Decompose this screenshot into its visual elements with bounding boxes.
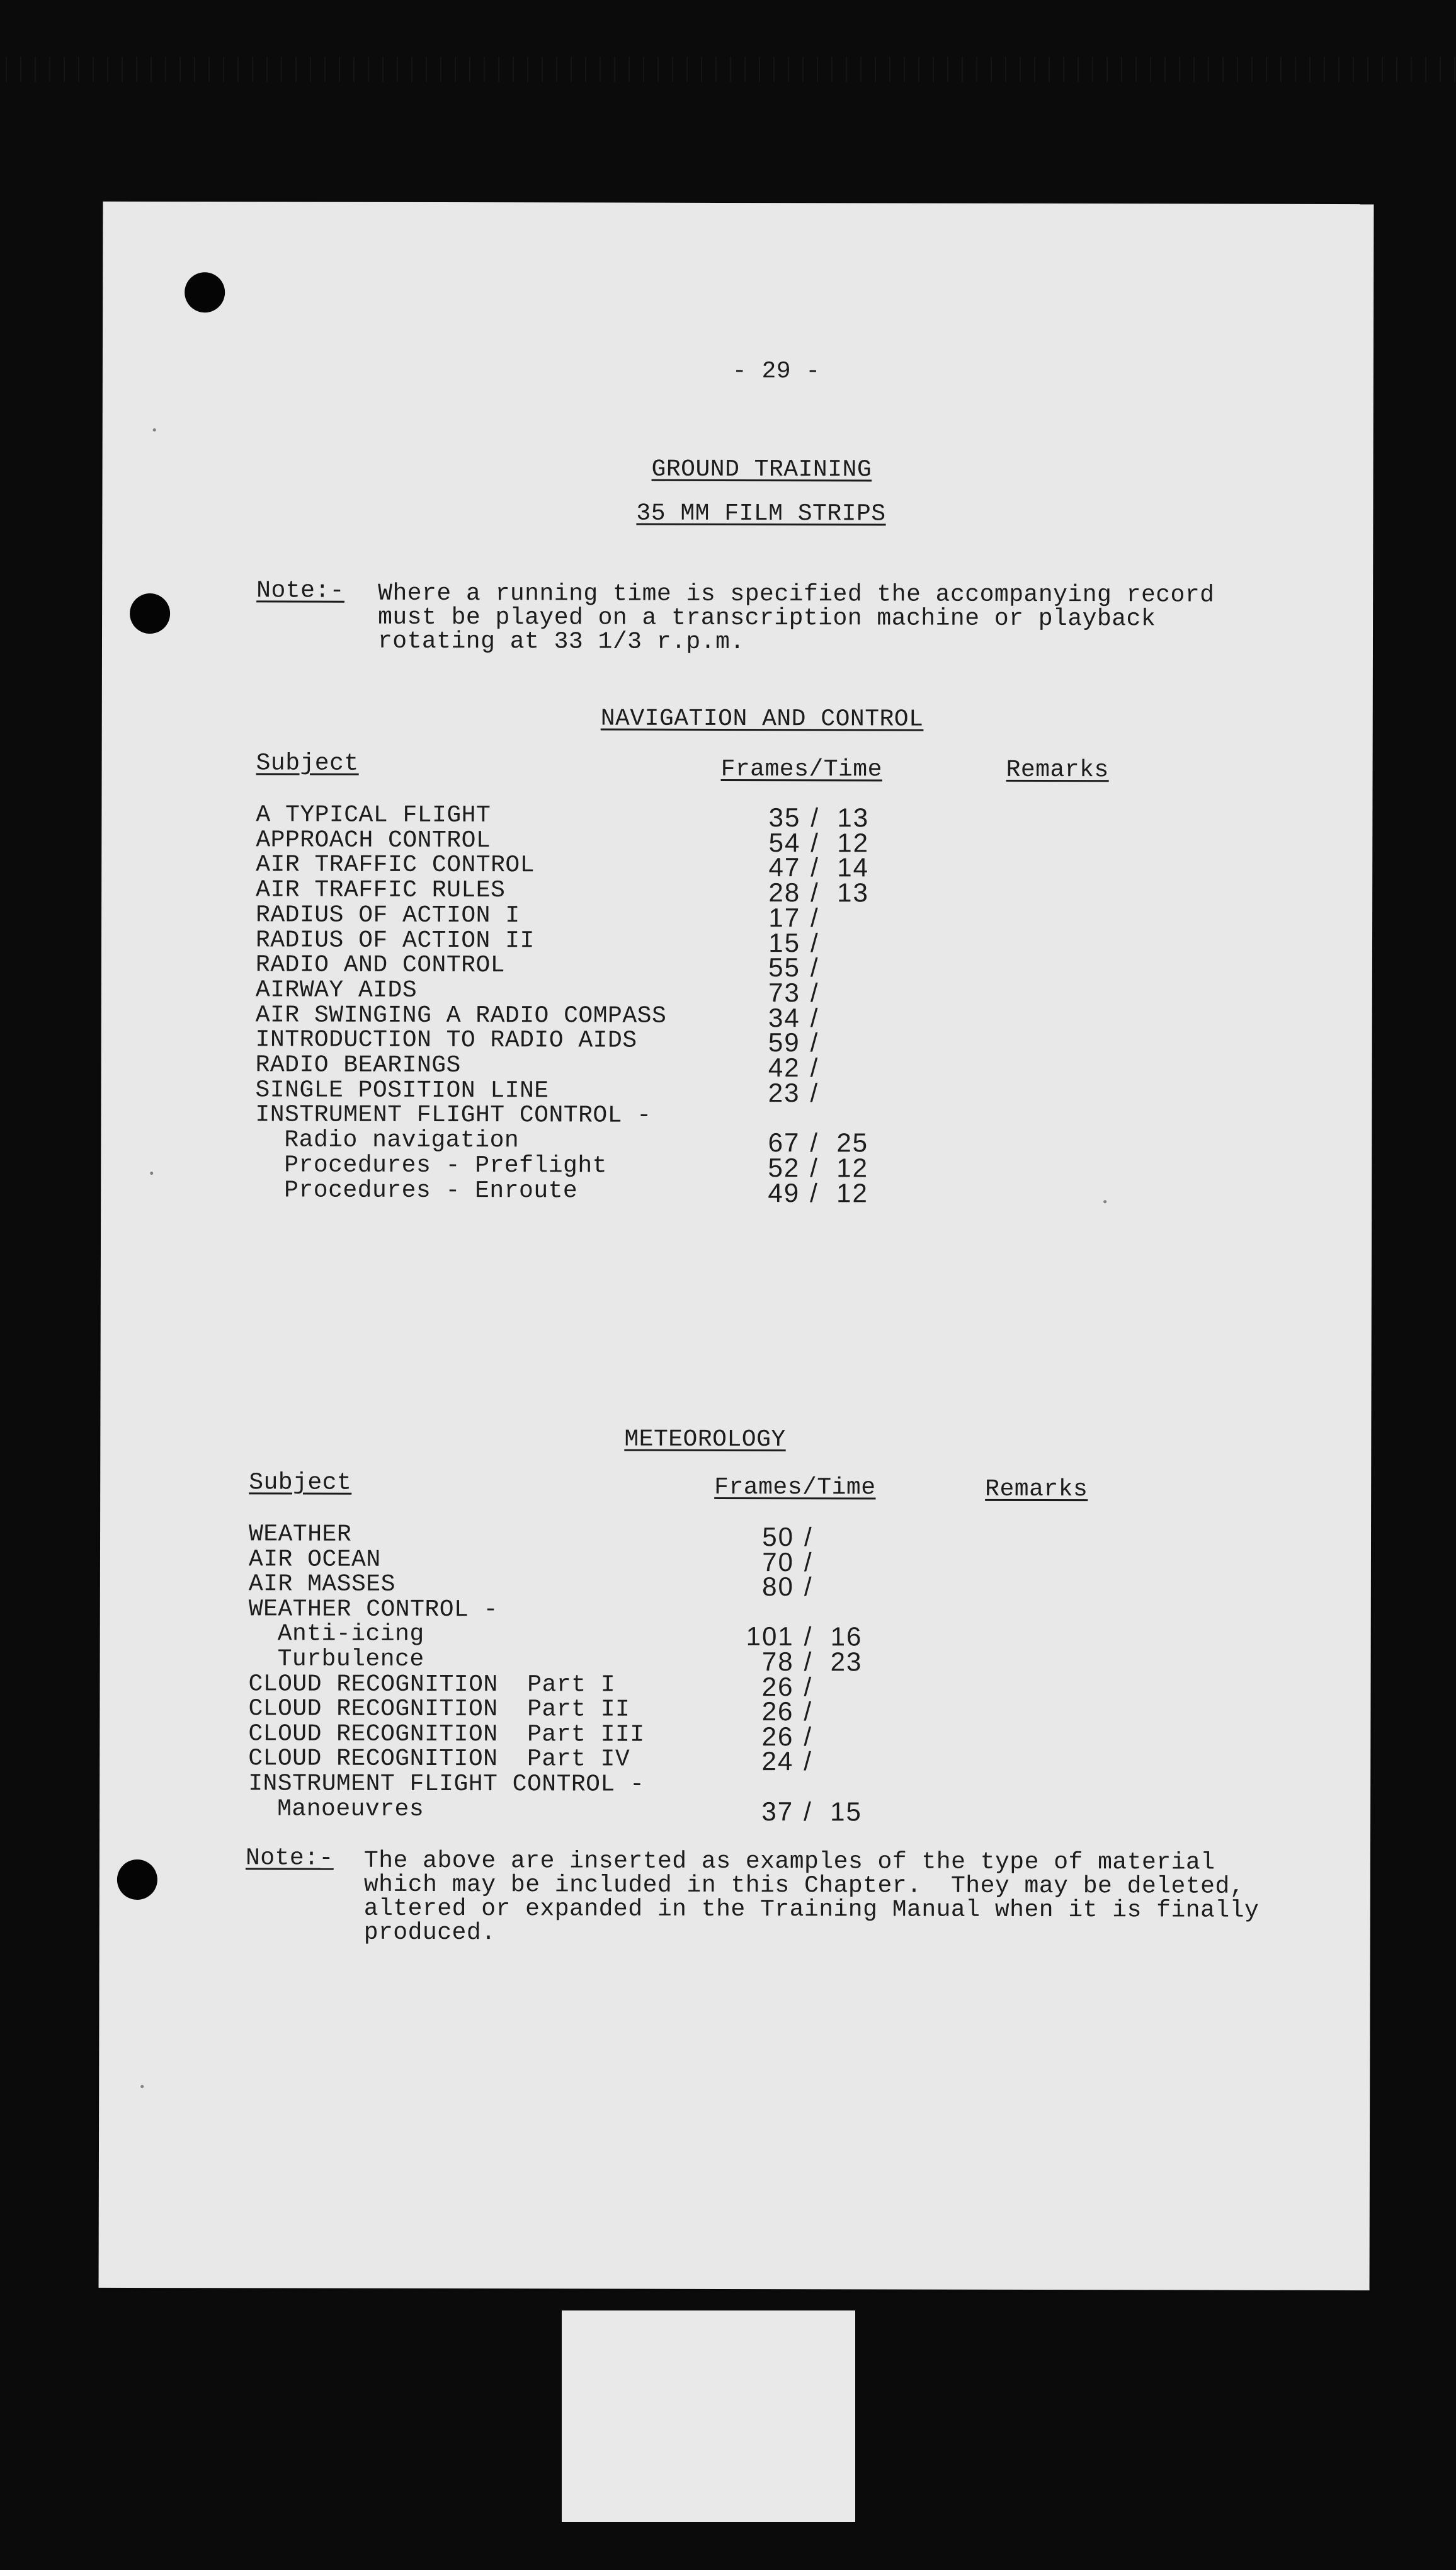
frames-cell: 55 (768, 952, 800, 983)
film-edge-noise (0, 57, 1456, 82)
frames-cell: 47 (768, 852, 801, 882)
column-header-frames-time: Frames/Time (720, 755, 882, 784)
subject-cell: AIR TRAFFIC RULES (256, 876, 506, 905)
frames-cell: 101 (746, 1621, 794, 1652)
slash-separator: / (810, 952, 819, 983)
slash-separator: / (810, 1002, 819, 1032)
time-cell: 12 (836, 1177, 868, 1208)
slash-separator: / (810, 978, 819, 1008)
frames-cell: 26 (761, 1696, 794, 1727)
slash-separator: / (804, 1722, 813, 1752)
frames-cell: 73 (768, 977, 800, 1008)
column-header-subject: Subject (256, 750, 359, 777)
page-title: GROUND TRAINING (651, 455, 872, 484)
slash-separator: / (810, 827, 820, 857)
note-label: Note:- (256, 577, 345, 605)
page-subtitle: 35 MM FILM STRIPS (636, 500, 886, 528)
subject-cell: AIR SWINGING A RADIO COMPASS (255, 1001, 667, 1030)
time-cell: 12 (836, 1153, 869, 1183)
subject-cell: INSTRUMENT FLIGHT CONTROL - (255, 1101, 652, 1130)
slash-separator: / (810, 903, 819, 933)
slash-separator: / (810, 877, 819, 908)
frames-cell: 26 (761, 1721, 794, 1751)
subject-cell: AIRWAY AIDS (255, 976, 418, 1004)
punch-hole (117, 1859, 157, 1900)
frames-cell: 50 (762, 1522, 795, 1552)
subject-cell: Manoeuvres (277, 1795, 424, 1823)
slash-separator: / (804, 1696, 813, 1727)
time-cell: 25 (836, 1128, 869, 1158)
time-cell: 16 (830, 1621, 863, 1652)
slash-separator: / (810, 1053, 819, 1083)
subject-cell: RADIUS OF ACTION II (255, 926, 535, 954)
frames-cell: 42 (768, 1053, 800, 1083)
slash-separator: / (804, 1522, 813, 1552)
slash-separator: / (804, 1546, 813, 1577)
time-cell: 13 (837, 802, 870, 833)
slash-separator: / (810, 1077, 819, 1107)
slash-separator: / (810, 927, 819, 957)
slash-separator: / (810, 1153, 819, 1183)
frames-cell: 80 (762, 1572, 794, 1602)
frames-cell: 54 (768, 827, 801, 857)
subject-cell: Anti-icing (277, 1620, 424, 1648)
subject-cell: AIR OCEAN (248, 1545, 381, 1573)
document-page (99, 202, 1374, 2290)
frames-cell: 35 (768, 802, 801, 833)
subject-cell: CLOUD RECOGNITION Part IV (248, 1745, 630, 1774)
column-header-remarks: Remarks (985, 1475, 1088, 1504)
subject-cell: AIR TRAFFIC CONTROL (256, 851, 535, 879)
column-header-subject: Subject (249, 1469, 352, 1497)
column-header-frames-time: Frames/Time (714, 1473, 876, 1502)
frames-cell: 28 (768, 877, 801, 908)
subject-cell: Procedures - Preflight (284, 1151, 607, 1180)
frames-cell: 49 (768, 1177, 800, 1208)
frames-cell: 52 (768, 1152, 800, 1183)
slash-separator: / (804, 1572, 813, 1602)
blank-label-slip (562, 2310, 855, 2522)
subject-cell: WEATHER (248, 1521, 352, 1548)
frames-cell: 17 (768, 902, 801, 933)
slash-separator: / (810, 1128, 819, 1158)
subject-cell: INTRODUCTION TO RADIO AIDS (255, 1026, 637, 1054)
frames-cell: 59 (768, 1027, 800, 1058)
slash-separator: / (810, 852, 819, 882)
subject-cell: APPROACH CONTROL (256, 826, 491, 854)
slash-separator: / (804, 1621, 813, 1652)
time-cell: 14 (837, 852, 870, 882)
time-cell: 13 (837, 877, 869, 908)
subject-cell: SINGLE POSITION LINE (255, 1077, 549, 1105)
page-number: - 29 - (732, 357, 821, 386)
note-line: must be played on a transcription machine or playback (378, 603, 1156, 633)
section-heading-navigation: NAVIGATION AND CONTROL (600, 705, 924, 733)
frames-cell: 78 (761, 1647, 794, 1677)
frames-cell: 70 (762, 1546, 794, 1577)
frames-cell: 37 (761, 1796, 794, 1826)
subject-cell: CLOUD RECOGNITION Part II (248, 1695, 630, 1723)
slash-separator: / (804, 1647, 813, 1677)
note-line: Where a running time is specified the accompanying record (378, 580, 1215, 609)
punch-hole (185, 272, 225, 312)
note-line: altered or expanded in the Training Manual when it is finally (363, 1895, 1260, 1924)
subject-cell: Procedures - Enroute (284, 1176, 578, 1204)
frames-cell: 26 (761, 1671, 794, 1701)
subject-cell: Radio navigation (284, 1126, 520, 1155)
note-line: which may be included in this Chapter. They may be deleted, (363, 1871, 1245, 1900)
note-label: Note:- (245, 1844, 334, 1872)
frames-cell: 24 (761, 1746, 794, 1776)
frames-cell: 23 (768, 1077, 800, 1107)
subject-cell: WEATHER CONTROL - (248, 1596, 499, 1624)
slash-separator: / (810, 1177, 819, 1208)
slash-separator: / (810, 802, 820, 833)
frames-cell: 67 (768, 1128, 800, 1158)
time-cell: 12 (837, 828, 870, 858)
subject-cell: Turbulence (277, 1645, 424, 1673)
frames-cell: 15 (768, 927, 801, 957)
slash-separator: / (804, 1746, 813, 1776)
note-line: The above are inserted as examples of the type of material (363, 1847, 1215, 1876)
section-heading-meteorology: METEOROLOGY (624, 1425, 786, 1454)
slash-separator: / (804, 1796, 812, 1826)
time-cell: 23 (830, 1647, 863, 1677)
frames-cell: 34 (768, 1002, 800, 1032)
subject-cell: CLOUD RECOGNITION Part III (248, 1720, 645, 1749)
subject-cell: A TYPICAL FLIGHT (256, 801, 491, 830)
subject-cell: RADIO BEARINGS (255, 1051, 461, 1080)
time-cell: 15 (830, 1796, 862, 1827)
slash-separator: / (804, 1671, 813, 1701)
subject-cell: AIR MASSES (248, 1570, 395, 1599)
column-header-remarks: Remarks (1006, 756, 1109, 784)
subject-cell: RADIUS OF ACTION I (256, 901, 520, 930)
punch-hole (130, 593, 170, 634)
subject-cell: RADIO AND CONTROL (255, 951, 506, 979)
subject-cell: INSTRUMENT FLIGHT CONTROL - (248, 1770, 645, 1798)
slash-separator: / (810, 1027, 819, 1058)
subject-cell: CLOUD RECOGNITION Part I (248, 1670, 616, 1699)
note-line: rotating at 33 1/3 r.p.m. (377, 627, 745, 656)
note-line: produced. (363, 1919, 496, 1947)
